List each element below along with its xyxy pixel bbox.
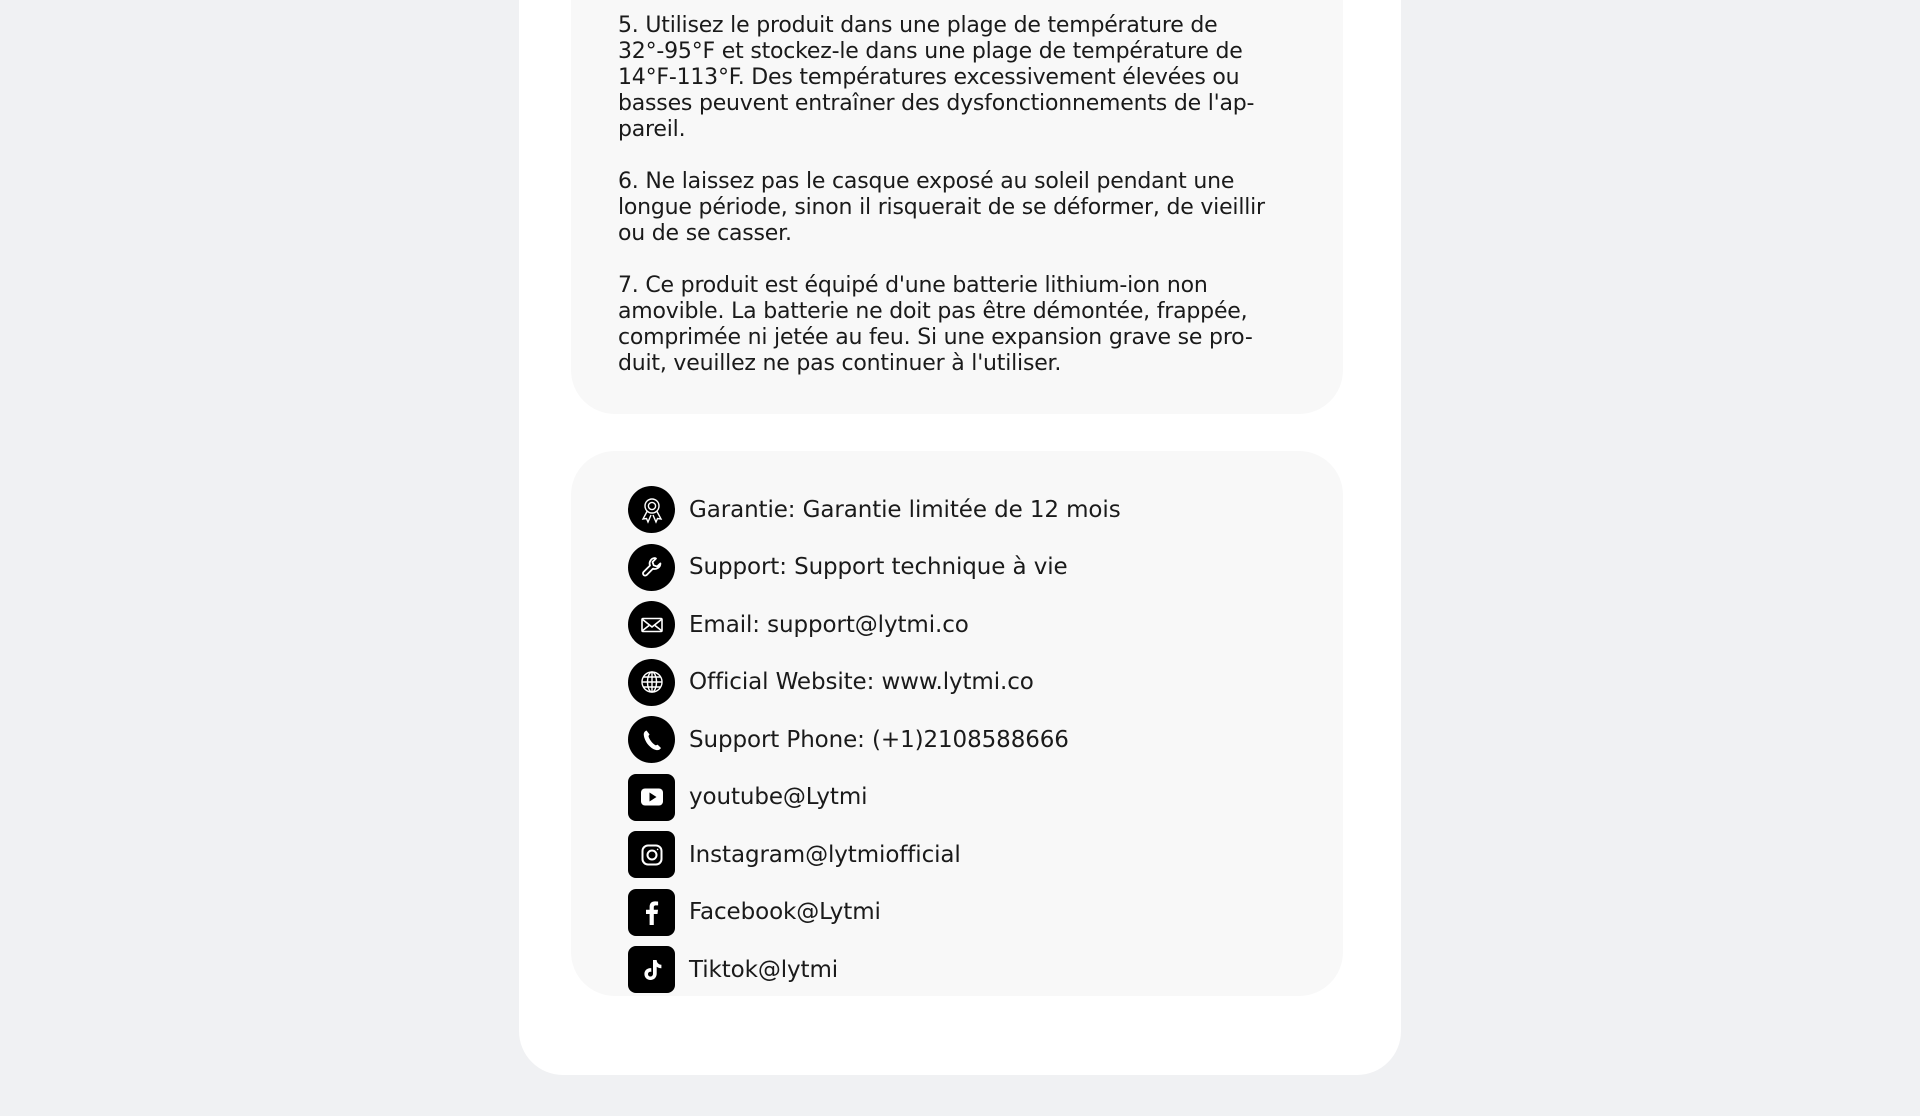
- wrench-icon: [628, 544, 675, 591]
- safety-notices-card: [571, 0, 1343, 414]
- tiktok-row: [628, 946, 1303, 993]
- support-text: Support: Support technique à vie: [689, 554, 1068, 580]
- award-ribbon-icon: [628, 486, 675, 533]
- support-row: [628, 544, 1303, 591]
- manual-page: [519, 0, 1401, 1075]
- phone-icon: [628, 716, 675, 763]
- youtube-text[interactable]: youtube@Lytmi: [689, 784, 868, 810]
- warranty-row: [628, 486, 1303, 533]
- website-text[interactable]: Official Website: www.lytmi.co: [689, 669, 1034, 695]
- facebook-row: [628, 889, 1303, 936]
- contact-card: [571, 451, 1343, 996]
- facebook-icon: [628, 889, 675, 936]
- tiktok-text[interactable]: Tiktok@lytmi: [689, 956, 839, 983]
- instagram-text[interactable]: Instagram@lytmiofficial: [689, 841, 961, 868]
- email-row: [628, 601, 1303, 648]
- envelope-icon: [628, 601, 675, 648]
- facebook-text[interactable]: Facebook@Lytmi: [689, 899, 881, 925]
- youtube-icon: [628, 774, 675, 821]
- website-row: [628, 659, 1303, 706]
- globe-icon: [628, 659, 675, 706]
- phone-text[interactable]: Support Phone: (+1)2108588666: [689, 726, 1069, 753]
- notice-7: 7. Ce produit est équipé d'une batterie lithium-ion non amovible. La batterie ne doit pas être démontée, frappée, comprimée ni jetée au feu. Si une expansion grave se pro- duit, veuillez ne pas continuer à l'utiliser.: [618, 273, 1253, 376]
- youtube-row: [628, 774, 1303, 821]
- instagram-row: [628, 831, 1303, 878]
- warranty-text: Garantie: Garantie limitée de 12 mois: [689, 496, 1121, 523]
- notice-6: 6. Ne laissez pas le casque exposé au soleil pendant une longue période, sinon il risquerait de se déformer, de vieillir ou de se casser.: [618, 169, 1265, 246]
- email-text[interactable]: Email: support@lytmi.co: [689, 611, 969, 638]
- phone-row: [628, 716, 1303, 763]
- tiktok-icon: [628, 946, 675, 993]
- instagram-icon: [628, 831, 675, 878]
- notice-5: 5. Utilisez le produit dans une plage de température de 32°-95°F et stockez-le dans une plage de température de 14°F-113°F. Des températures excessivement élevées ou basses peuvent entraîner des dysfonctionnements de l'ap- pareil.: [618, 13, 1255, 142]
